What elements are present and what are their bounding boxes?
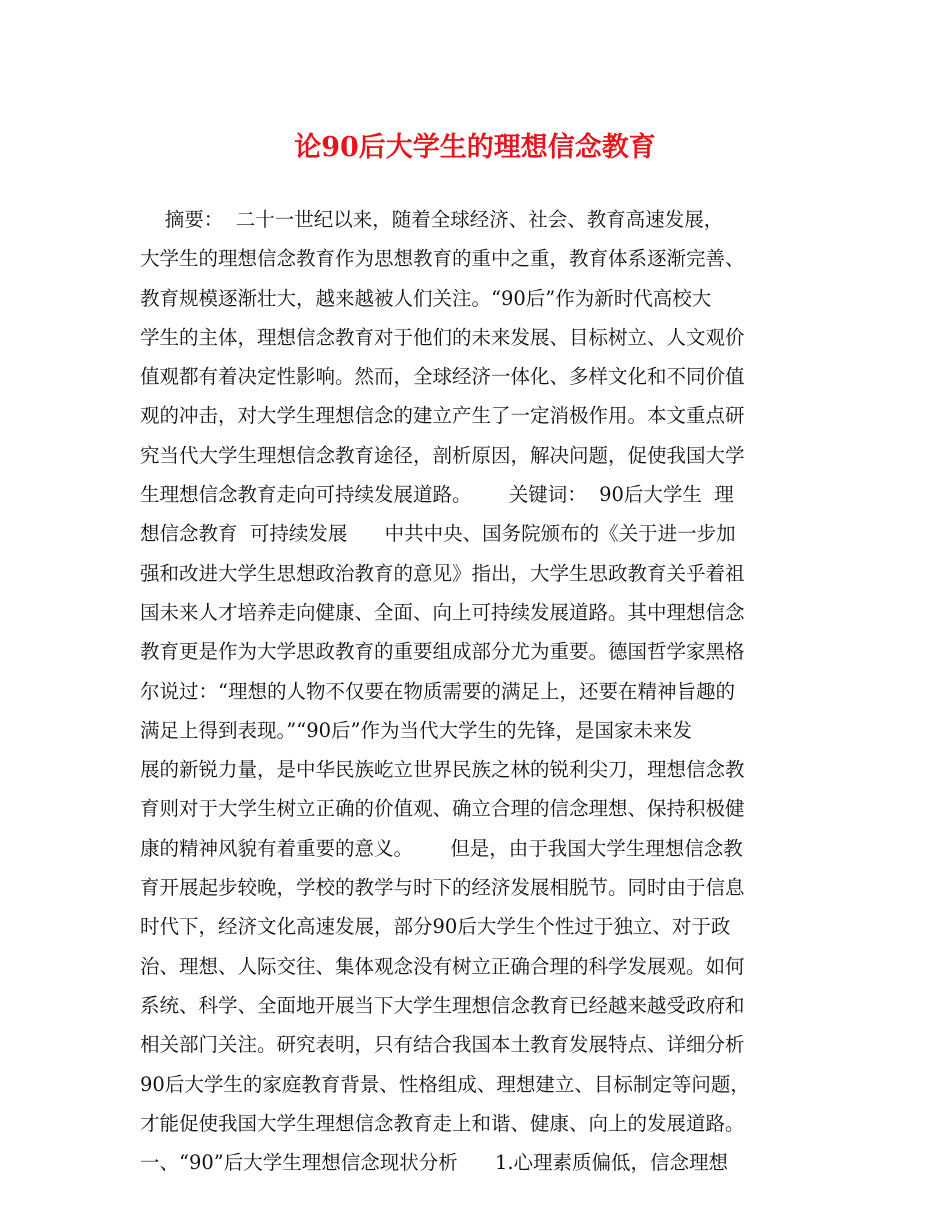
body-line: 系统、科学、全面地开展当下大学生理想信念教育已经越来越受政府和 [140,993,745,1017]
body-line: 国未来人才培养走向健康、全面、向上可持续发展道路。其中理想信念 [140,600,745,624]
body-line: 一、“90”后大学生理想信念现状分析 1.心理素质偏低，信念理想 [140,1151,729,1175]
document-title: 论90后大学生的理想信念教育 [294,132,656,163]
document-body [140,200,820,1182]
body-line: 尔说过：“理想的人物不仅要在物质需要的满足上，还要在精神旨趣的 [140,679,735,703]
body-line: 时代下，经济文化高速发展，部分90后大学生个性过于独立、对于政 [140,915,731,939]
body-line: 相关部门关注。研究表明，只有结合我国本土教育发展特点、详细分析 [140,1033,745,1057]
body-line: 展的新锐力量，是中华民族屹立世界民族之林的锐利尖刀，理想信念教 [140,758,745,782]
body-line: 治、理想、人际交往、集体观念没有树立正确合理的科学发展观。如何 [140,954,745,978]
body-line: 生理想信念教育走向可持续发展道路。 关键词： 90后大学生 理 [140,483,734,507]
body-line: 究当代大学生理想信念教育途径，剖析原因，解决问题，促使我国大学 [140,443,745,467]
body-line: 育开展起步较晚，学校的教学与时下的经济发展相脱节。同时由于信息 [140,876,745,900]
body-line: 90后大学生的家庭教育背景、性格组成、理想建立、目标制定等问题， [140,1072,750,1096]
body-line: 教育更是作为大学思政教育的重要组成部分尤为重要。德国哲学家黑格 [140,640,745,664]
body-line: 大学生的理想信念教育作为思想教育的重中之重，教育体系逐渐完善、 [140,247,745,271]
body-line: 才能促使我国大学生理想信念教育走上和谐、健康、向上的发展道路。 [140,1111,745,1135]
body-line: 育则对于大学生树立正确的价值观、确立合理的信念理想、保持积极健 [140,797,745,821]
body-line: 想信念教育 可持续发展 中共中央、国务院颁布的《关于进一步加 [140,522,736,546]
body-line: 满足上得到表现。”“90后”作为当代大学生的先锋，是国家未来发 [140,718,692,742]
body-line: 摘要： 二十一世纪以来，随着全球经济、社会、教育高速发展， [140,208,724,231]
body-line: 强和改进大学生思想政治教育的意见》指出，大学生思政教育关乎着祖 [140,561,745,585]
body-line: 康的精神风貌有着重要的意义。 但是，由于我国大学生理想信念教 [140,836,743,860]
body-line: 观的冲击，对大学生理想信念的建立产生了一定消极作用。本文重点研 [140,404,745,428]
body-line: 值观都有着决定性影响。然而，全球经济一体化、多样文化和不同价值 [140,365,745,389]
body-line: 学生的主体，理想信念教育对于他们的未来发展、目标树立、人文观价 [140,325,745,349]
body-line: 教育规模逐渐壮大，越来越被人们关注。“90后”作为新时代高校大 [140,286,712,310]
